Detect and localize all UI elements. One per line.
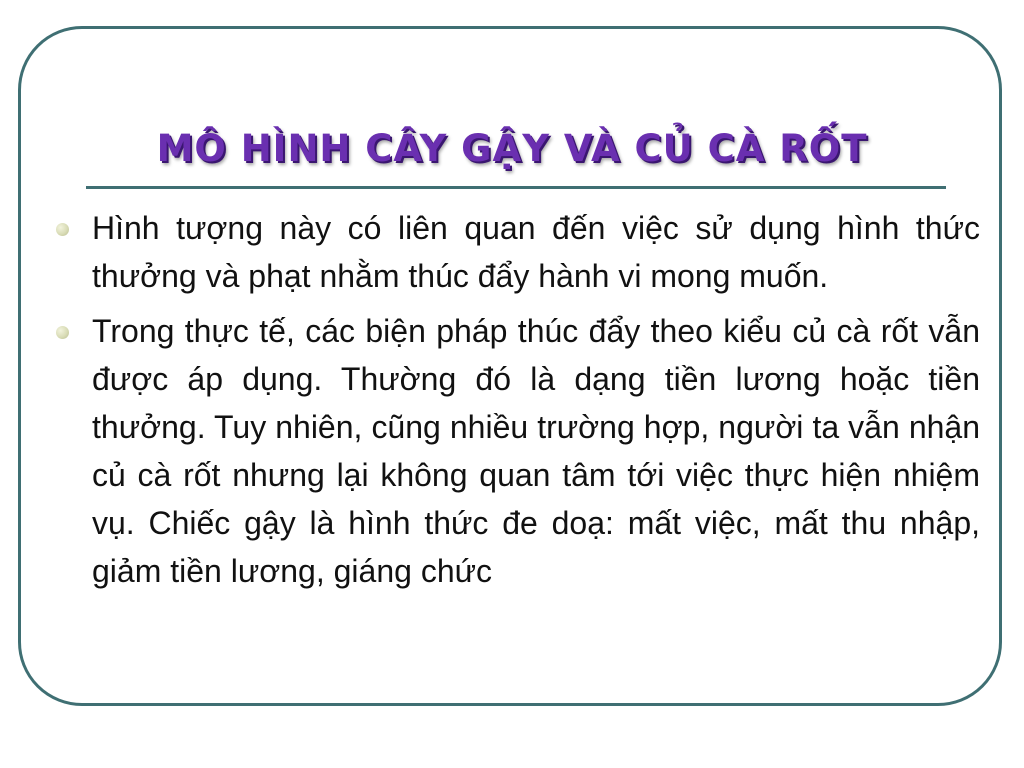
bullet-text: Trong thực tế, các biện pháp thúc đẩy theo kiểu củ cà rốt vẫn được áp dụng. Thường đó là dạng tiền lương hoặc tiền thưởng. Tuy nhiên, cũng nhiều trường hợp, người ta vẫn nhận củ cà rốt nhưng lại không quan tâm tới việc thực hiện nhiệm vụ. Chiếc gậy là hình thức đe doạ: mất việc, mất thu nhập, giảm tiền lương, giáng chức bbox=[92, 313, 980, 589]
bullet-dot-icon bbox=[56, 326, 69, 339]
bullet-dot-icon bbox=[56, 223, 69, 236]
bullet-item bbox=[50, 307, 980, 595]
slide-title: MÔ HÌNH CÂY GẬY VÀ CỦ CÀ RỐT bbox=[156, 126, 868, 170]
bullet-text: Hình tượng này có liên quan đến việc sử dụng hình thức thưởng và phạt nhằm thúc đẩy hành vi mong muốn. bbox=[92, 210, 980, 294]
bullet-item bbox=[50, 204, 980, 300]
title-divider bbox=[86, 186, 946, 189]
bullet-list bbox=[50, 204, 980, 602]
